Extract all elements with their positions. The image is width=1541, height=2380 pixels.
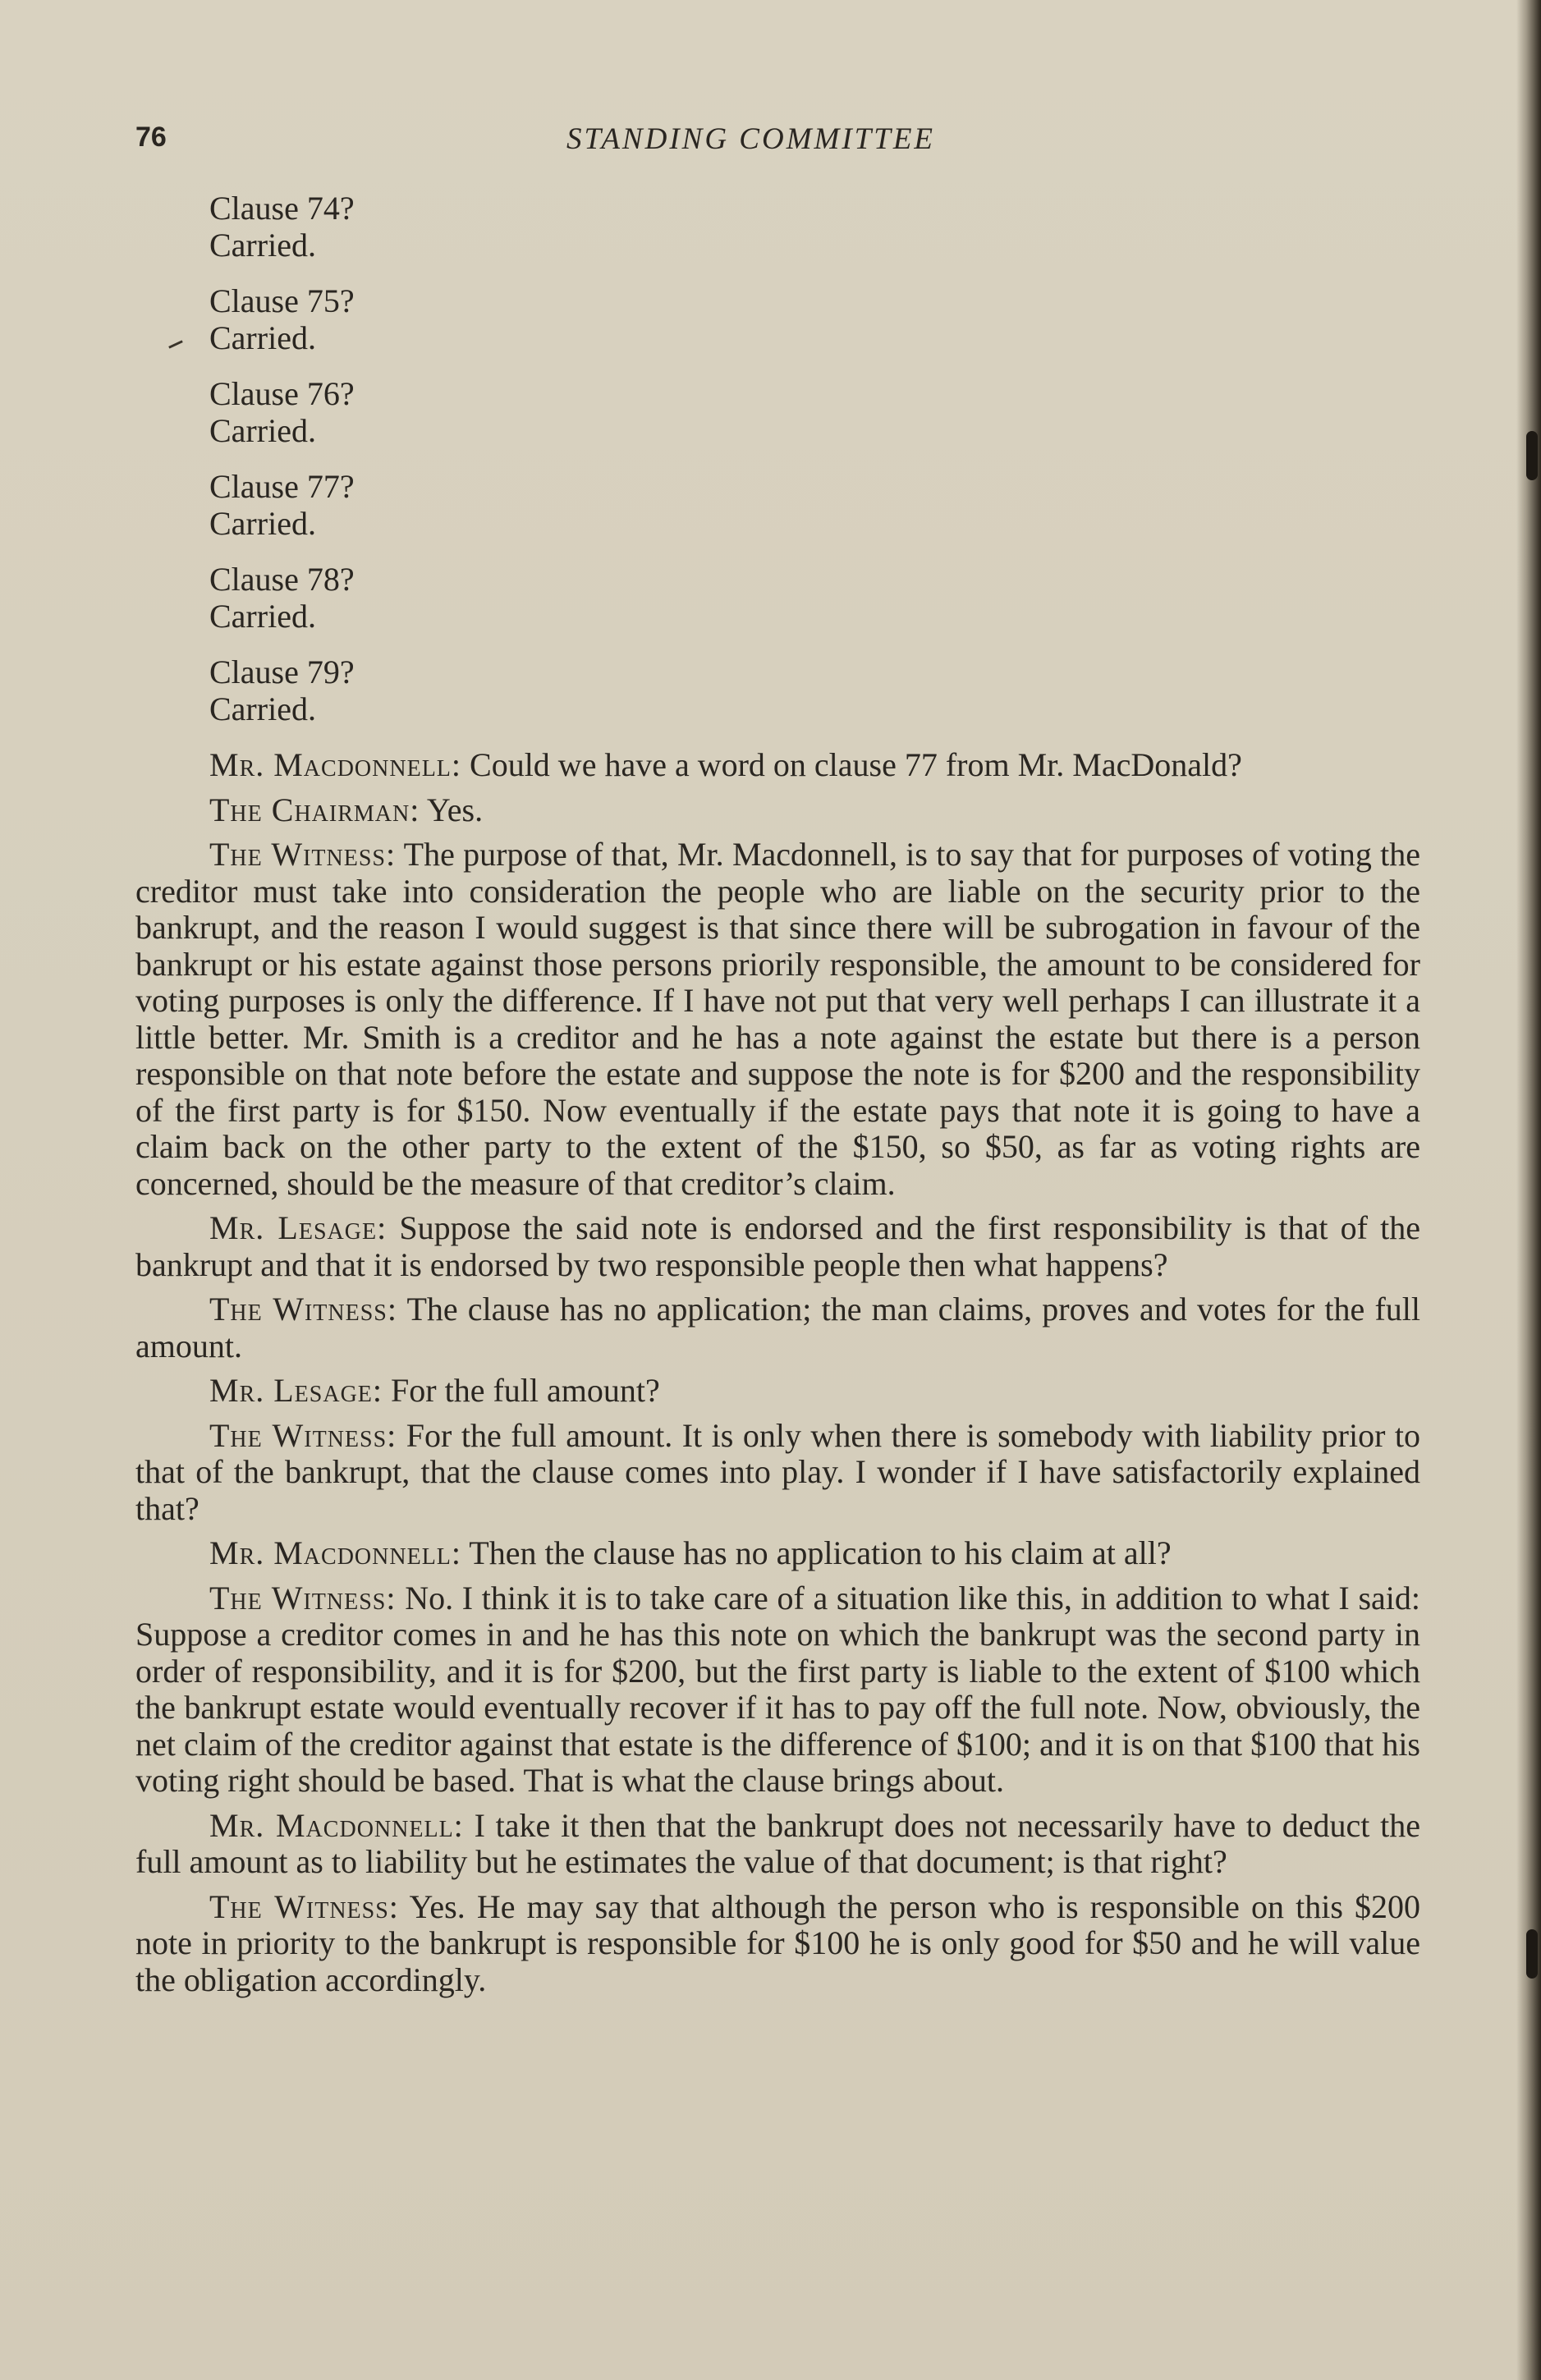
paragraph-text: Yes. He may say that although the person who is responsible on this $200 note in priority to the bankrupt is responsible for $100 he is only good for $50 and he will value the obligation accordingly. [135,1887,1421,1998]
clause-question: Clause 77? [209,468,355,505]
paragraph-text: For the full amount? [391,1372,660,1409]
speaker-name: Mr. Lesage: [209,1209,388,1246]
paragraph-text: Then the clause has no application to his claim at all? [469,1534,1172,1571]
testimony-paragraph [135,1808,1420,1881]
clause-motion [135,376,1420,449]
speaker-name: The Witness: [209,1291,397,1328]
speaker-name: Mr. Macdonnell: [209,1534,462,1571]
speaker-name: The Witness: [209,1416,397,1454]
paragraph-text: Could we have a word on clause 77 from Mr. MacDonald? [470,746,1242,783]
clause-question: Clause 78? [209,561,355,598]
testimony-paragraph [135,1889,1420,1999]
binding-mark [1526,431,1538,480]
clause-result: Carried. [209,226,316,264]
clause-motion [135,283,1420,356]
clause-question: Clause 79? [209,653,355,690]
paragraph-text: No. I think it is to take care of a situation like this, in addition to what I said: Suppose a creditor comes in and he has this note on which the bankrupt was the second party in order of responsibility, and it is for $200, but the first party is liable to the extent of $100 which the bankrupt estate would eventually recover if it has to pay off the full note. Now, obviously, the net claim of the creditor against that estate is the difference of $100; and it is on that $100 that his voting right should be based. That is what the clause brings about. [135,1579,1420,1799]
binding-mark [1526,1929,1538,1979]
testimony-paragraph [135,1580,1420,1800]
speaker-name: Mr. Macdonnell: [209,746,462,783]
running-head: STANDING COMMITTEE [566,122,936,156]
speaker-name: The Witness: [209,1887,399,1925]
speaker-name: The Chairman: [209,791,420,828]
clause-motion [135,562,1420,635]
page-number: 76 [135,122,167,153]
paragraph-text: The clause has no application; the man claims, proves and votes for the full amount. [135,1291,1420,1364]
testimony-paragraph [135,1418,1420,1528]
page-header [135,122,1424,158]
testimony-paragraph [135,747,1420,784]
clause-question: Clause 76? [209,375,355,412]
paragraph-text: The purpose of that, Mr. Macdonnell, is to say that for purposes of voting the creditor must take into consideration the people who are liable on the security prior to the bankrupt, and the reason I would suggest is that since there will be subrogation in favour of the bankrupt or his estate against those persons priorily responsible, the amount to be considered for voting purposes is only the difference. If I have not put that very well perhaps I can illustrate it a little better. Mr. Smith is a creditor and he has a note against the estate but there is a person responsible on that note before the estate and suppose the note is for $200 and the responsibility of the first party is for $150. Now eventually if the estate pays that note it is going to have a claim back on the other party to the extent of the $150, so $50, as far as voting rights are concerned, should be the measure of that creditor’s claim. [135,836,1420,1202]
clause-result: Carried. [209,597,316,635]
clause-motion [135,190,1420,264]
speaker-name: Mr. Lesage: [209,1372,383,1409]
testimony-paragraph [135,792,1420,829]
testimony-paragraph [135,1210,1420,1283]
page-binding-edge [1516,0,1541,2380]
clause-result: Carried. [209,411,316,449]
testimony-paragraph [135,837,1420,1202]
paragraph-text: I take it then that the bankrupt does not necessarily have to deduct the full amount as to liability but he estimates the value of that document; is that right? [135,1806,1421,1880]
clause-result: Carried. [209,690,316,727]
document-body [135,190,1420,2006]
speaker-name: The Witness: [209,836,397,873]
clause-question: Clause 74? [209,190,355,227]
paragraph-text: Yes. [426,791,484,828]
clause-question: Clause 75? [209,282,355,319]
clause-result: Carried. [209,319,316,356]
testimony-paragraph [135,1291,1420,1364]
speaker-name: Mr. Macdonnell: [209,1806,464,1844]
clause-motion [135,469,1420,542]
clause-motion [135,654,1420,727]
testimony-paragraph [135,1373,1420,1410]
testimony-paragraph [135,1535,1420,1572]
paragraph-text: For the full amount. It is only when there is somebody with liability prior to that of the bankrupt, that the clause comes into play. I wonder if I have satisfactorily explained that? [135,1416,1420,1527]
clause-result: Carried. [209,504,316,542]
paragraph-text: Suppose the said note is endorsed and the first responsibility is that of the bankrupt and that it is endorsed by two responsible people then what happens? [135,1209,1421,1283]
speaker-name: The Witness: [209,1579,397,1616]
